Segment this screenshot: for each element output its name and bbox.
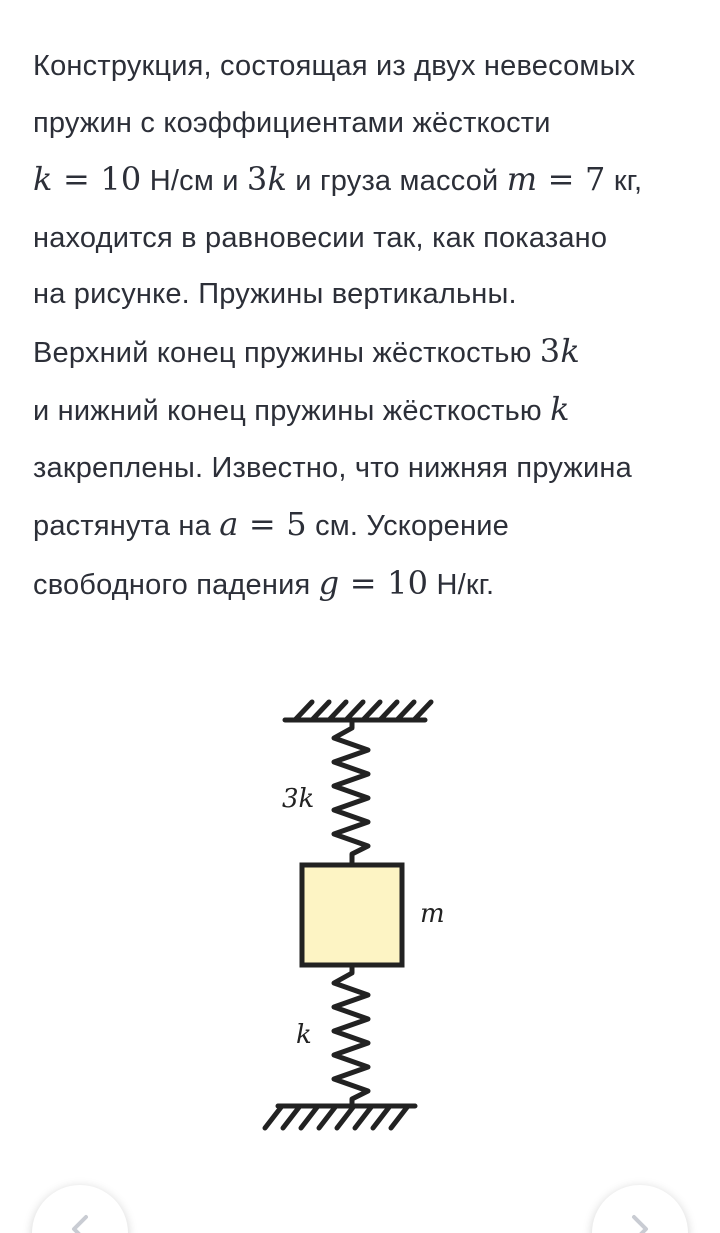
eq-k-value: = 10 bbox=[52, 160, 142, 198]
chevron-left-icon bbox=[60, 1209, 100, 1233]
ceiling bbox=[285, 702, 431, 720]
problem-line-2: пружин с коэффициентами жёсткости bbox=[33, 106, 551, 139]
floor bbox=[265, 1106, 415, 1128]
problem-line-3 bbox=[33, 151, 703, 210]
eq-g-value: = 10 bbox=[339, 563, 429, 602]
eq-a-value: = 5 bbox=[238, 505, 307, 543]
problem-statement bbox=[33, 38, 703, 613]
problem-line-8: закреплены. Известно, что нижняя пружина bbox=[33, 451, 632, 484]
var-k-4: k bbox=[550, 390, 570, 428]
problem-line-6 bbox=[33, 323, 703, 382]
problem-line-4: находится в равновесии так, как показано bbox=[33, 221, 608, 254]
eq-m-value: = 7 bbox=[537, 160, 606, 198]
var-k-2: k bbox=[267, 160, 288, 198]
spring-mass-figure bbox=[250, 690, 470, 1140]
text-bottom-end: и нижний конец пружины жёсткостью bbox=[33, 395, 551, 427]
bottom-spring bbox=[334, 965, 368, 1106]
problem-line-1: Конструкция, состоящая из двух невесомых bbox=[33, 50, 636, 82]
text-free-fall: свободного падения bbox=[33, 568, 319, 601]
var-g: g bbox=[318, 563, 340, 602]
text-top-end: Верхний конец пружины жёсткостью bbox=[33, 336, 540, 369]
text-unit-and: Н/см и bbox=[141, 165, 247, 197]
next-button[interactable] bbox=[592, 1185, 688, 1233]
label-mass: m bbox=[420, 899, 445, 929]
prev-button[interactable] bbox=[32, 1185, 128, 1233]
problem-line-10 bbox=[33, 555, 703, 614]
chevron-right-icon bbox=[620, 1209, 660, 1233]
mass-block bbox=[302, 865, 402, 965]
text-mass-of: и груза массой bbox=[287, 165, 507, 197]
num-3-b: 3 bbox=[539, 331, 561, 370]
var-m: m bbox=[506, 160, 538, 198]
var-k: k bbox=[33, 160, 53, 198]
text-acceleration: см. Ускорение bbox=[306, 510, 509, 542]
problem-line-7 bbox=[33, 381, 703, 440]
text-kg: кг, bbox=[605, 165, 643, 197]
var-k-3: k bbox=[560, 331, 580, 370]
text-n-per-kg: Н/кг. bbox=[428, 568, 495, 601]
var-a: a bbox=[219, 505, 239, 543]
problem-line-9 bbox=[33, 496, 703, 555]
text-stretched: растянута на bbox=[33, 510, 220, 542]
spring-diagram bbox=[250, 690, 470, 1140]
label-bottom-spring: k bbox=[296, 1020, 312, 1050]
top-spring bbox=[334, 720, 368, 865]
problem-line-5: на рисунке. Пружины вертикальны. bbox=[33, 278, 517, 310]
num-3: 3 bbox=[246, 160, 268, 198]
label-top-spring: 3k bbox=[282, 784, 315, 814]
